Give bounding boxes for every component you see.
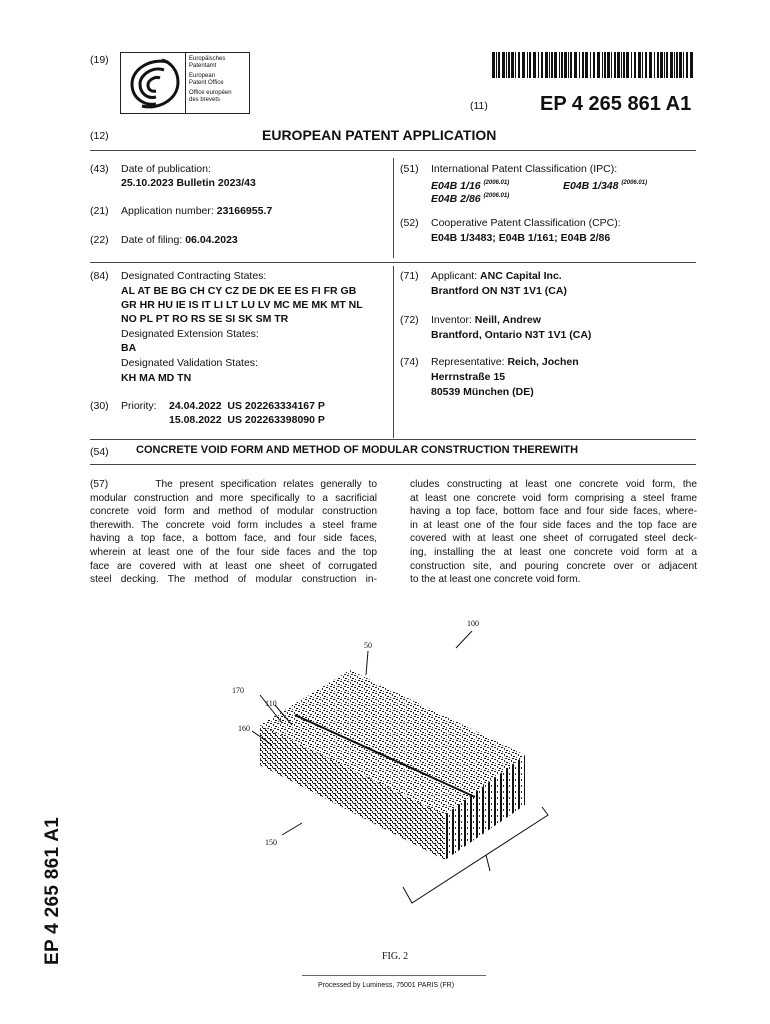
inid-12: (12): [90, 130, 109, 142]
barcode-bar: [642, 52, 643, 78]
barcode-bar: [593, 52, 595, 78]
side-publication-number: EP 4 265 861 A1: [42, 816, 63, 965]
divider: [90, 464, 696, 465]
barcode-bar: [502, 52, 505, 78]
barcode-bar: [508, 52, 510, 78]
inid-11: (11): [470, 100, 488, 112]
abstract-line: modular construction and more specifically to a sacrificial: [90, 492, 377, 504]
barcode-bar: [611, 52, 612, 78]
barcode-bar: [623, 52, 625, 78]
contracting-states-line: GR HR HU IE IS IT LI LT LU LV MC ME MK MT NL: [121, 299, 363, 311]
validation-states-label: Designated Validation States:: [121, 357, 258, 369]
inid-30: (30): [90, 400, 109, 412]
validation-states-value: KH MA MD TN: [121, 372, 192, 384]
barcode-bar: [683, 52, 684, 78]
barcode-bar: [631, 52, 632, 78]
barcode-bar: [649, 52, 652, 78]
logo-line: Europäisches: [189, 56, 226, 62]
barcode-bar: [559, 52, 560, 78]
barcode-bar: [561, 52, 563, 78]
abstract-column-2: [410, 478, 697, 587]
representative-label: Representative:: [431, 356, 505, 368]
barcode-bar: [527, 52, 528, 78]
cpc-value: E04B 1/3483; E04B 1/161; E04B 2/86: [431, 232, 611, 244]
divider: [90, 439, 696, 440]
barcode-bar: [496, 52, 497, 78]
barcode-bar: [602, 52, 603, 78]
ipc-code: E04B 1/16 $^{(2006.01)}$: [431, 180, 510, 192]
ipc-code: E04B 1/348 $^{(2006.01)}$: [563, 180, 648, 192]
barcode-bar: [617, 52, 620, 78]
logo-line: Office européen: [189, 90, 232, 96]
figure-ref-label: 50: [364, 641, 372, 650]
barcode-bar: [621, 52, 622, 78]
figure-caption: FIG. 2: [382, 951, 409, 962]
extension-states-label: Designated Extension States:: [121, 328, 259, 340]
barcode-bar: [614, 52, 616, 78]
barcode-bar: [568, 52, 569, 78]
inid-43: (43): [90, 163, 109, 175]
inid-74: (74): [400, 356, 419, 368]
abstract-line: concrete void form and method of modular construction: [90, 506, 377, 518]
barcode-bar: [676, 52, 678, 78]
barcode-bar: [570, 52, 572, 78]
barcode-bar: [506, 52, 507, 78]
priority-line: 15.08.2022 US 202263398090 P: [169, 414, 325, 426]
abstract-line: having a top face, bottom face and four side faces, where-: [410, 506, 697, 518]
abstract-line: wherein at least one of the four side faces and the top: [90, 546, 377, 558]
barcode-bar: [533, 52, 536, 78]
barcode-bar: [686, 52, 688, 78]
barcode-bar: [607, 52, 610, 78]
barcode-bar: [579, 52, 580, 78]
abstract-line: having a top face, a bottom face, and four side faces,: [90, 533, 377, 545]
figure-ref-label: 100: [467, 619, 479, 628]
filing-date-label: Date of filing:: [121, 234, 183, 246]
contracting-states-line: NO PL PT RO RS SE SI SK SM TR: [121, 313, 289, 325]
publication-number: EP 4 265 861 A1: [540, 93, 692, 115]
logo-line: European: [189, 73, 216, 79]
epo-logo: [120, 52, 250, 114]
logo-line: Patentamt: [189, 63, 217, 69]
barcode-bar: [492, 52, 495, 78]
divider: [90, 262, 696, 263]
priority-label: Priority:: [121, 400, 157, 412]
publication-date-value: 25.10.2023 Bulletin 2023/43: [121, 177, 256, 189]
abstract-line: ing, installing the at least one concrete void form at a: [410, 546, 697, 558]
barcode-bar: [679, 52, 682, 78]
inventor-address: Brantford, Ontario N3T 1V1 (CA): [431, 329, 592, 341]
figure-ref-label: 170: [232, 686, 244, 695]
abstract-column-1: [90, 478, 377, 587]
footer-divider: [302, 975, 486, 976]
barcode-bar: [657, 52, 659, 78]
logo-line: Patent Office: [189, 80, 224, 86]
inid-54: (54): [90, 446, 109, 458]
application-number-value: 23166955.7: [216, 205, 273, 217]
ipc-label: International Patent Classification (IPC):: [431, 163, 618, 175]
divider: [90, 150, 696, 151]
applicant-label: Applicant:: [431, 270, 478, 282]
abstract-line: to the at least one concrete void form.: [410, 574, 581, 586]
barcode-bar: [626, 52, 629, 78]
representative-address: Herrnstraße 15: [431, 371, 506, 383]
epo-emblem-icon: [122, 54, 188, 112]
representative-address: 80539 München (DE): [431, 386, 534, 398]
abstract-line: cludes constructing at least one concrete void form, the: [410, 479, 697, 490]
barcode-bar: [515, 52, 516, 78]
barcode: [492, 52, 694, 78]
abstract-line: in at least one of the four side faces and the top face are: [410, 519, 697, 531]
applicant-address: Brantford ON N3T 1V1 (CA): [431, 285, 567, 297]
representative-name: Reich, Jochen: [507, 356, 579, 368]
logo-line: des brevets: [189, 97, 221, 103]
barcode-bar: [674, 52, 675, 78]
column-divider: [393, 158, 394, 258]
inid-71: (71): [400, 270, 419, 282]
abstract-line: construction site, and pouring concrete over or adjacent: [410, 560, 697, 572]
figure-ref-label: 150: [265, 838, 277, 847]
abstract-line: (57) The present specification relates generally to: [90, 479, 377, 490]
patent-figure-drawing: [200, 615, 580, 925]
barcode-bar: [545, 52, 548, 78]
barcode-bar: [666, 52, 668, 78]
column-divider: [393, 266, 394, 438]
barcode-bar: [549, 52, 550, 78]
figure-ref-label: 160: [238, 724, 250, 733]
barcode-bar: [551, 52, 553, 78]
document-type: EUROPEAN PATENT APPLICATION: [262, 127, 497, 143]
filing-date-value: 06.04.2023: [185, 234, 238, 246]
abstract-line: at least one concrete void form comprising a steel frame: [410, 492, 697, 504]
application-number-label: Application number:: [121, 205, 214, 217]
inventor-name: Neill, Andrew: [474, 314, 541, 326]
inid-52: (52): [400, 217, 419, 229]
inid-72: (72): [400, 314, 419, 326]
barcode-bar: [574, 52, 577, 78]
abstract-line: therewith. The concrete void form includes a steel frame: [90, 519, 377, 531]
barcode-bar: [582, 52, 584, 78]
footer-text: Processed by Luminess, 75001 PARIS (FR): [318, 982, 455, 989]
publication-date-label: Date of publication:: [121, 163, 211, 175]
barcode-bar: [638, 52, 641, 78]
barcode-bar: [604, 52, 606, 78]
barcode-bar: [660, 52, 663, 78]
figure-ref-label: 110: [265, 699, 277, 708]
barcode-bar: [538, 52, 539, 78]
barcode-bar: [541, 52, 543, 78]
priority-line: 24.04.2022 US 202263334167 P: [169, 400, 325, 412]
invention-title: CONCRETE VOID FORM AND METHOD OF MODULAR CONSTRUCTION THEREWITH: [136, 444, 579, 456]
barcode-bar: [564, 52, 567, 78]
barcode-bar: [518, 52, 520, 78]
barcode-bar: [511, 52, 514, 78]
cpc-label: Cooperative Patent Classification (CPC):: [431, 217, 621, 229]
applicant-name: ANC Capital Inc.: [480, 270, 562, 282]
barcode-bar: [590, 52, 591, 78]
inid-21: (21): [90, 205, 109, 217]
barcode-bar: [585, 52, 588, 78]
barcode-bar: [498, 52, 500, 78]
barcode-bar: [654, 52, 655, 78]
barcode-bar: [522, 52, 525, 78]
inid-19: (19): [90, 54, 109, 66]
inid-22: (22): [90, 234, 109, 246]
contracting-states-label: Designated Contracting States:: [121, 270, 267, 282]
ipc-code: E04B 2/86 $^{(2006.01)}$: [431, 193, 510, 205]
extension-states-value: BA: [121, 342, 137, 354]
barcode-bar: [690, 52, 693, 78]
inid-84: (84): [90, 270, 109, 282]
barcode-bar: [670, 52, 673, 78]
barcode-bar: [634, 52, 636, 78]
contracting-states-line: AL AT BE BG CH CY CZ DE DK EE ES FI FR GB: [121, 285, 357, 297]
barcode-bar: [645, 52, 647, 78]
inventor-label: Inventor:: [431, 314, 472, 326]
inid-51: (51): [400, 163, 419, 175]
barcode-bar: [597, 52, 600, 78]
barcode-bar: [664, 52, 665, 78]
abstract-line: face are covered with at least one sheet of corrugated: [90, 560, 377, 572]
barcode-bar: [554, 52, 557, 78]
abstract-line: covered with at least one sheet of corrugated steel deck-: [410, 533, 697, 545]
abstract-line: steel decking. The method of modular construction in-: [90, 574, 377, 586]
barcode-bar: [529, 52, 531, 78]
